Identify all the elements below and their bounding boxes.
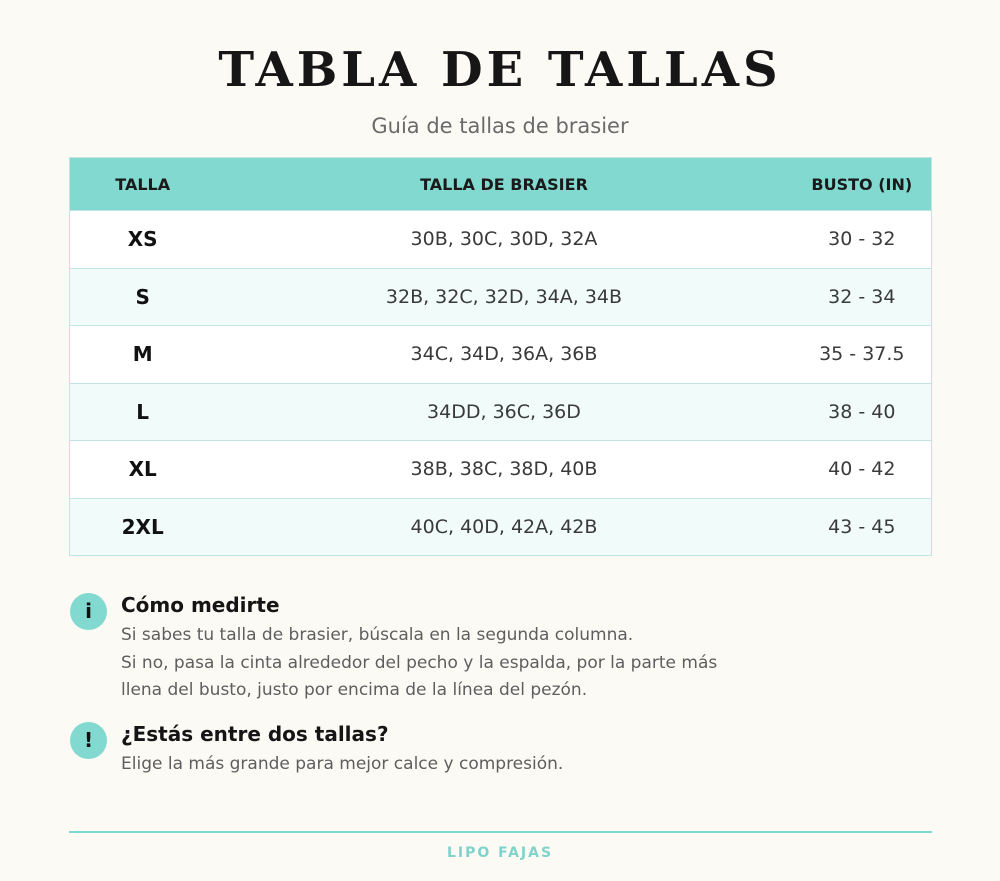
info-icon: i [70, 593, 107, 630]
cell-talla: 2XL [70, 498, 216, 556]
measure-tip-body [121, 622, 717, 705]
measure-tip-line: llena del busto, justo por encima de la línea del pezón. [121, 680, 588, 700]
measure-tip-title: Cómo medirte [121, 593, 280, 617]
between-sizes-body [121, 751, 563, 779]
footer-divider [69, 831, 932, 833]
column-header-talla: TALLA [70, 158, 216, 211]
cell-busto: 30 - 32 [793, 211, 932, 269]
cell-busto: 35 - 37.5 [793, 326, 932, 384]
table-header-row [70, 158, 932, 211]
between-sizes-line: Elige la más grande para mejor calce y compresión. [121, 754, 564, 774]
table-row [70, 441, 932, 499]
cell-brasier: 34DD, 36C, 36D [215, 383, 792, 441]
measure-tip-line: Si no, pasa la cinta alrededor del pecho y la espalda, por la parte más [121, 652, 718, 673]
table-row [70, 211, 932, 269]
cell-brasier: 40C, 40D, 42A, 42B [215, 498, 792, 556]
column-header-busto: BUSTO (IN) [793, 158, 932, 211]
size-table [69, 157, 932, 556]
footer-brand: LIPO FAJAS [446, 845, 554, 861]
table-row [70, 268, 932, 326]
cell-brasier: 38B, 38C, 38D, 40B [215, 441, 792, 499]
cell-talla: XL [70, 441, 216, 499]
cell-busto: 40 - 42 [793, 441, 932, 499]
cell-talla: M [70, 326, 216, 384]
cell-brasier: 32B, 32C, 32D, 34A, 34B [215, 268, 792, 326]
between-sizes-title: ¿Estás entre dos tallas? [121, 722, 389, 746]
cell-talla: L [70, 383, 216, 441]
table-row [70, 383, 932, 441]
table-row [70, 326, 932, 384]
cell-brasier: 34C, 34D, 36A, 36B [215, 326, 792, 384]
cell-brasier: 30B, 30C, 30D, 32A [215, 211, 792, 269]
cell-busto: 43 - 45 [793, 498, 932, 556]
cell-talla: S [70, 268, 216, 326]
cell-busto: 38 - 40 [793, 383, 932, 441]
page-subtitle: Guía de tallas de brasier [371, 114, 629, 138]
page-title: TABLA DE TALLAS [218, 42, 782, 98]
measure-tip-line: Si sabes tu talla de brasier, búscala en la segunda columna. [121, 625, 634, 645]
cell-talla: XS [70, 211, 216, 269]
column-header-brasier: TALLA DE BRASIER [215, 158, 792, 211]
cell-busto: 32 - 34 [793, 268, 932, 326]
table-row [70, 498, 932, 556]
alert-icon: ! [70, 722, 107, 759]
